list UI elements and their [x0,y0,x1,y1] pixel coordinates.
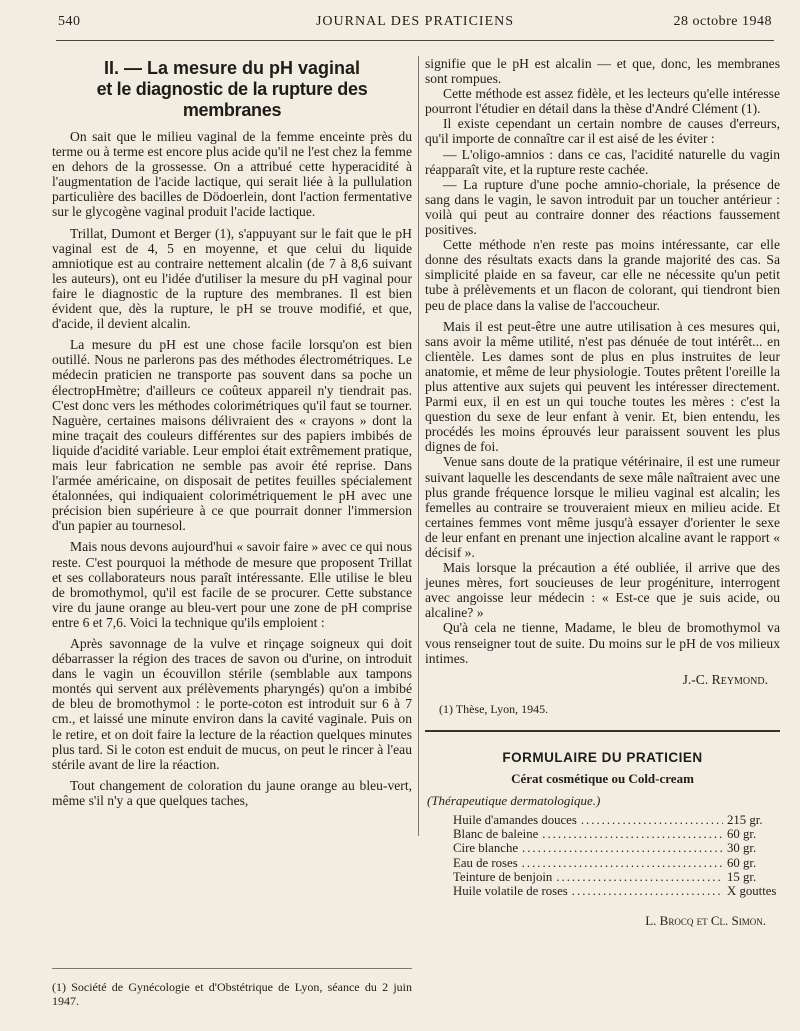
footnote-left: (1) Société de Gynécologie et d'Obstétrique de Lyon, séance du 2 juin 1947. [52,980,412,1008]
leader-dots [522,841,723,855]
paragraph: Trillat, Dumont et Berger (1), s'appuyant sur le fait que le pH vaginal est de 4, 5 en moyenne, et que celui du liquide amniotique est au contraire nettement alcalin (de 7 à 8,6 suivant les auteurs), ont eu l'idée d'utiliser la mesure du pH vaginal pour faire le diagnostic de la rupture des membranes. Il est bien évident que, dès la rupture, le pH se trouve modifié, et que, d'acide, il devient alcalin. [52,225,412,332]
paragraph: Mais il est peut-être une autre utilisation à ces mesures qui, sans avoir la même utilité, n'est pas dénuée de tout intérêt... en clientèle. Les dames sont de plus en plus instruites de leur anatomie, et même de leur physiologie. Toutes prêtent l'oreille la plus attentive aux sujets qui peuvent les intéresser directement. Parmi eux, il en est un qui touche toutes les mères : c'est la question du sexe de leur enfant à venir. Et, bien entendu, les procédés les moins éprouvés leur paraissent souvent les plus dignes de foi. [425,318,780,455]
ingredient-name: Huile volatile de roses [453,884,568,899]
leader-dots [556,870,723,884]
paragraph: La mesure du pH est une chose facile lorsqu'on est bien outillé. Nous ne parlerons pas des méthodes électrométriques. Le médecin praticien ne transporte pas souvent dans sa poche un électropHmètre; d'ailleurs ce coûteux appareil n'y tiendrait pas. C'est donc vers les méthodes colorimétriques qu'il faut se tourner. Naguère, certaines maisons délivraient des « crayons » dont la mine traçait des couleurs différentes sur des papiers imbibés de liquide d'acidité variable. Leur emploi était extrêmement pratique, mais leur fabrication ne semble pas avoir été reprise. Dans l'armée américaine, on disposait de petites feuilles spécialement étalonnées, qui indiquaient colorimétriquement le pH avec une précision bien supérieure à ce que pourrait donner l'immersion d'un papier au tournesol. [52,337,412,534]
recipe-item [453,884,783,898]
recipe-item [453,856,783,870]
recipe-item [453,841,783,855]
ingredient-qty: 60 gr. [727,855,757,870]
paragraph: Cette méthode est assez fidèle, et les lecteurs qu'elle intéresse pourront l'étudier en détail dans la thèse d'André Clément (1). [425,86,780,117]
right-column [425,56,780,929]
paragraph: — La rupture d'une poche amnio-choriale, la présence de sang dans le vagin, le savon introduit par un toucher antérieur : voilà qui peut au contraire donner des réactions faussement positives. [425,176,780,238]
paragraph: On sait que le milieu vaginal de la femme enceinte près du terme ou à terme est encore plus acide qu'il ne l'est chez la femme en dehors de la grossesse. On a attribué cette hyperacidité à l'augmentation de l'acide lactique, qui serait liée à la pullulation particulière des bacilles de Dödoerlein, dont l'action fermentative sur le glycogène vaginal produit l'acide lactique. [52,129,412,220]
journal-name: JOURNAL DES PRATICIENS [315,14,515,29]
leader-dots [522,856,723,870]
ingredient-qty: X gouttes [727,884,777,899]
recipe-list [453,813,783,899]
footnote-rule [52,968,412,969]
ingredient-qty: 30 gr. [727,841,757,856]
article-title [52,58,412,121]
ingredient-qty: 60 gr. [727,827,757,842]
article-signature: J.-C. Reymond. [682,671,768,687]
ingredient-name: Cire blanche [453,841,519,856]
article-title-line1: II. — La mesure du pH vaginal [103,58,361,78]
formulaire-note: (Thérapeutique dermatologique.) [427,792,601,808]
leader-dots [581,813,723,827]
paragraph: Qu'à cela ne tienne, Madame, le bleu de bromothymol va vous renseigner tout de suite. Du moins sur le pH de vos milieux intimes. [425,620,780,666]
leader-dots [572,884,723,898]
paragraph: Il existe cependant un certain nombre de causes d'erreurs, qu'il importe de connaître car il est aisé de les éviter : [425,116,780,147]
page-number: 540 [58,14,81,29]
footnote-right: (1) Thèse, Lyon, 1945. [439,701,549,716]
column-divider [418,56,419,836]
issue-date: 28 octobre 1948 [673,14,772,29]
paragraph: Mais lorsque la précaution a été oubliée, il arrive que des jeunes mères, fort soucieuses de leur progéniture, interrogent avec angoisse leur médecin : « Est-ce que je suis acide, ou alcaline? » [425,560,780,621]
formulaire-title: FORMULAIRE DU PRATICIEN [502,749,703,765]
paragraph: Tout changement de coloration du jaune orange au bleu-vert, même s'il n'y a que quelques taches, [52,777,412,808]
ingredient-qty: 215 gr. [727,812,763,827]
paragraph: Cette méthode n'en reste pas moins intéressante, car elle donne des résultats exacts dans la grande majorité des cas. Sa simplicité plaide en sa faveur, car elle ne nécessite qu'un petit tube à prélèvements et un flacon de colorant, qui tiendront bien peu de place dans la valise de l'accoucheur. [425,237,780,313]
paragraph: Mais nous devons aujourd'hui « savoir faire » avec ce qui nous reste. C'est pourquoi la méthode de mesure que proposent Trillat et ses collaborateurs nous paraît intéressante. Elle utilise le bleu de bromothymol, qu'il est facile de se procurer. Cette substance vire du jaune orange au bleu-vert pour une zone de pH comprise entre 6 et 7,6. Voici la technique qu'ils emploient : [52,539,412,630]
paragraph: Après savonnage de la vulve et rinçage soigneux qui doit débarrasser la région des traces de savon ou d'urine, on introduit dans le vagin un écouvillon stérile (semblable aux tampons montés qui servent aux prélèvements pharyngés) qu'on a imbibé de bleu de bromothymol : le porte-coton est introduit sur 6 à 7 cm., et laissé une minute environ dans la cavité vaginale. Puis on le retire, et on doit faire la lecture de la réaction quelques minutes plus tard. Si le coton est enduit de mucus, on peut le rincer à l'eau stérile avant de lire la réaction. [52,636,412,772]
formulaire-signature: L. Brocq et Cl. Simon. [645,912,766,928]
ingredient-name: Teinture de benjoin [453,869,553,884]
paragraph: signifie que le pH est alcalin — et que, donc, les membranes sont rompues. [425,56,780,87]
section-rule [425,730,780,732]
paragraph: — L'oligo-amnios : dans ce cas, l'acidité naturelle du vagin réapparaît vite, et la rupture reste cachée. [425,146,780,177]
paragraph: Venue sans doute de la pratique vétérinaire, il est une rumeur suivant laquelle les descendants de sexe mâle naîtraient avec une plus grande fréquence lorsque le milieu vaginal est alcalin; les femelles au contraire se trouveraient mieux en milieu acide. Et certaines femmes vont même jusqu'à essayer d'orienter le sexe de leur enfant en prenant une injection alcaline avant le rapport « décisif ». [425,454,780,560]
recipe-item [453,813,783,827]
running-header [58,12,772,36]
formulaire-subtitle: Cérat cosmétique ou Cold-cream [511,770,694,786]
recipe-item [453,870,783,884]
ingredient-name: Blanc de baleine [453,827,539,842]
left-column [52,56,412,808]
ingredient-name: Huile d'amandes douces [453,812,577,827]
ingredient-name: Eau de roses [453,855,518,870]
leader-dots [542,827,723,841]
recipe-item [453,827,783,841]
article-title-line2: et le diagnostic de la rupture des membranes [96,79,368,120]
header-rule [56,40,774,41]
ingredient-qty: 15 gr. [727,869,757,884]
